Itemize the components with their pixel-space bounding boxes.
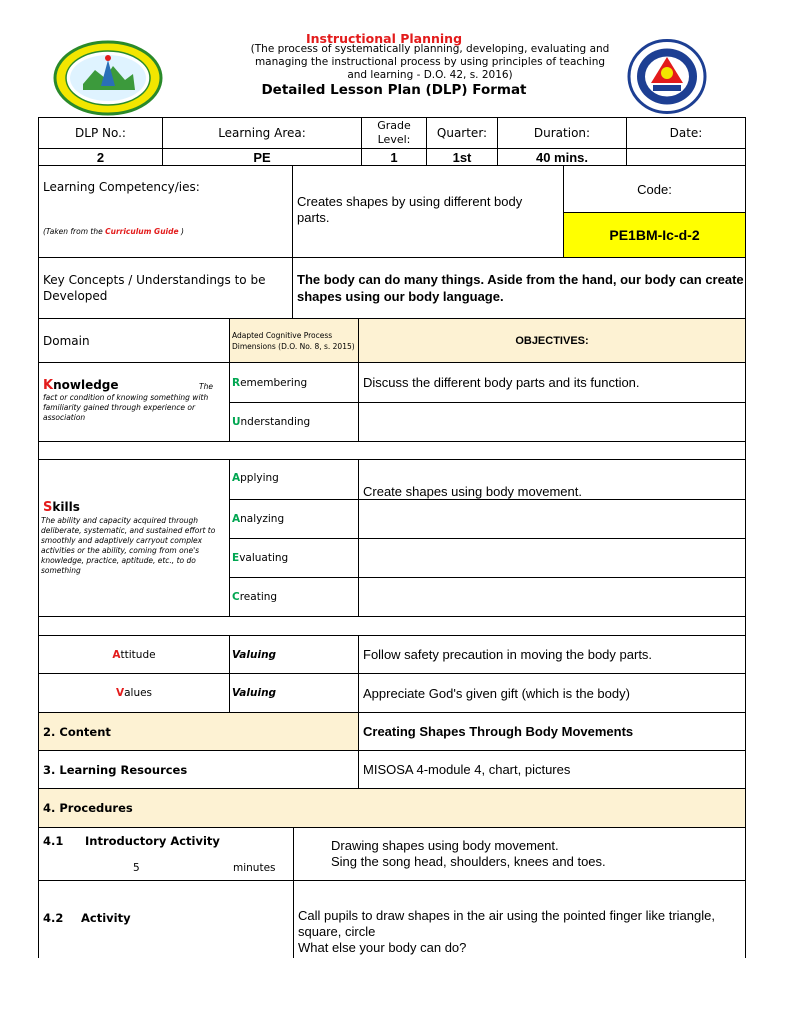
attitude-initial: A: [112, 648, 121, 661]
learning-area-label: Learning Area:: [162, 117, 362, 149]
skills-definition: The ability and capacity acquired through deliberate, systematic, and sustained effort to smoothly and adaptively carryout complex activities or the ability, coming from one's knowledge, practice, aptitude, etc., to do something: [41, 516, 216, 575]
activity-line-1: Call pupils to draw shapes in the air using the pointed finger like triangle, square, circle: [298, 908, 715, 939]
curriculum-guide-link: Curriculum Guide: [105, 227, 179, 236]
knowledge-definition: fact or condition of knowing something with familiarity gained through experience or association: [43, 393, 209, 422]
intro-unit: minutes: [233, 862, 276, 874]
procedures-label: 4. Procedures: [38, 788, 746, 828]
spacer-row-2: [38, 616, 746, 636]
attitude-objective: Follow safety precaution in moving the body parts.: [358, 635, 746, 674]
learning-area-value: PE: [162, 148, 362, 166]
instructional-planning-title: Instructional Planning: [305, 31, 463, 46]
content-label: 2. Content: [38, 712, 359, 751]
key-concepts-label: Key Concepts / Understandings to be Developed: [38, 257, 293, 319]
remembering-objective: Discuss the different body parts and its function.: [358, 362, 746, 403]
quarter-label: Quarter:: [426, 117, 498, 149]
knowledge-initial: K: [43, 378, 54, 393]
knowledge-rest: nowledge: [53, 378, 119, 392]
creating-rest: reating: [239, 591, 278, 603]
quarter-value: 1st: [426, 148, 498, 166]
skills-domain-cell: [38, 459, 230, 617]
skills-title: [43, 500, 80, 515]
understanding-rest: nderstanding: [240, 416, 311, 428]
domain-header: Domain: [38, 318, 230, 363]
process-dimensions-header: Adapted Cognitive Process Dimensions (D.O. No. 8, s. 2015): [229, 318, 359, 363]
intro-activity-cell: [38, 827, 294, 881]
values-initial: V: [115, 687, 125, 699]
knowledge-domain-cell: [38, 362, 230, 442]
dlp-no-value: 2: [38, 148, 163, 166]
evaluating-initial: E: [232, 552, 240, 564]
note-prefix: (Taken from the: [43, 227, 103, 236]
skills-rest: kills: [52, 500, 80, 514]
key-concepts-text: The body can do many things. Aside from the hand, our body can create shapes using our body language.: [292, 257, 746, 319]
analyzing-rest: nalyzing: [240, 513, 285, 525]
activity-text: [293, 880, 746, 970]
content-value: Creating Shapes Through Body Movements: [358, 712, 746, 751]
attitude-domain-cell: [38, 635, 230, 674]
competency-label: Learning Competency/ies:: [43, 180, 200, 194]
values-domain-cell: [38, 673, 230, 713]
applying-objective: Create shapes using body movement.: [358, 459, 746, 523]
evaluating-rest: valuating: [239, 552, 289, 564]
analyzing-cell: [229, 499, 359, 539]
page-bottom-margin: [0, 958, 768, 1024]
activity-title: Activity: [81, 911, 131, 925]
remembering-rest: emembering: [240, 376, 308, 389]
code-value: PE1BM-Ic-d-2: [563, 212, 746, 258]
spacer-row-1: [38, 441, 746, 460]
activity-line-2: What else your body can do?: [298, 940, 467, 955]
intro-line-2: Sing the song head, shoulders, knees and toes.: [331, 854, 606, 869]
evaluating-cell: [229, 538, 359, 578]
deped-national-seal-logo: [627, 39, 707, 114]
remembering-initial: R: [232, 376, 241, 389]
skills-initial: S: [43, 500, 53, 515]
duration-label: Duration:: [497, 117, 627, 149]
competency-text: Creates shapes by using different body parts.: [292, 165, 564, 258]
duration-value: 40 mins.: [497, 148, 627, 166]
intro-time: 5: [133, 862, 140, 874]
knowledge-def-lead: The: [199, 382, 213, 391]
analyzing-initial: A: [232, 513, 241, 525]
creating-cell: [229, 577, 359, 617]
activity-cell: [38, 880, 294, 970]
activity-number: 4.2: [43, 911, 64, 925]
note-suffix: ): [180, 227, 184, 236]
grade-level-value: 1: [361, 148, 427, 166]
grade-label-line2: Level:: [377, 133, 411, 146]
grade-level-label: [361, 117, 427, 149]
attitude-dimension: Valuing: [229, 635, 359, 674]
deped-cebu-seal-logo: [53, 40, 163, 116]
values-rest: alues: [124, 687, 153, 699]
curriculum-guide-note: [43, 227, 184, 236]
evaluating-objective: [358, 538, 746, 578]
competency-label-cell: [38, 165, 293, 258]
values-objective: Appreciate God's given gift (which is the body): [358, 673, 746, 713]
intro-line-1: Drawing shapes using body movement.: [331, 838, 559, 853]
intro-activity-text: [293, 827, 746, 881]
intro-title: Introductory Activity: [85, 834, 220, 848]
applying-cell: [229, 459, 359, 500]
remembering-cell: [229, 362, 359, 403]
attitude-rest: ttitude: [120, 648, 156, 661]
grade-label-line1: Grade: [377, 119, 411, 132]
knowledge-title: [43, 378, 119, 393]
applying-rest: pplying: [240, 472, 279, 484]
understanding-objective: [358, 402, 746, 442]
resources-label: 3. Learning Resources: [38, 750, 359, 789]
date-label: Date:: [626, 117, 746, 149]
dlp-no-label: DLP No.:: [38, 117, 163, 149]
creating-initial: C: [232, 591, 240, 603]
dlp-format-title: Detailed Lesson Plan (DLP) Format: [261, 82, 527, 98]
understanding-cell: [229, 402, 359, 442]
creating-objective: [358, 577, 746, 617]
date-value: [626, 148, 746, 166]
applying-initial: A: [232, 472, 241, 484]
analyzing-objective: [358, 499, 746, 539]
understanding-initial: U: [232, 416, 241, 428]
instructional-planning-subtitle: (The process of systematically planning, developing, evaluating and managing the instructional process by using principles of teaching and learning - D.O. 42, s. 2016): [250, 43, 610, 81]
code-label: Code:: [563, 165, 746, 213]
intro-number: 4.1: [43, 834, 64, 848]
objectives-header: OBJECTIVES:: [358, 318, 746, 363]
resources-value: MISOSA 4-module 4, chart, pictures: [358, 750, 746, 789]
values-dimension: Valuing: [229, 673, 359, 713]
